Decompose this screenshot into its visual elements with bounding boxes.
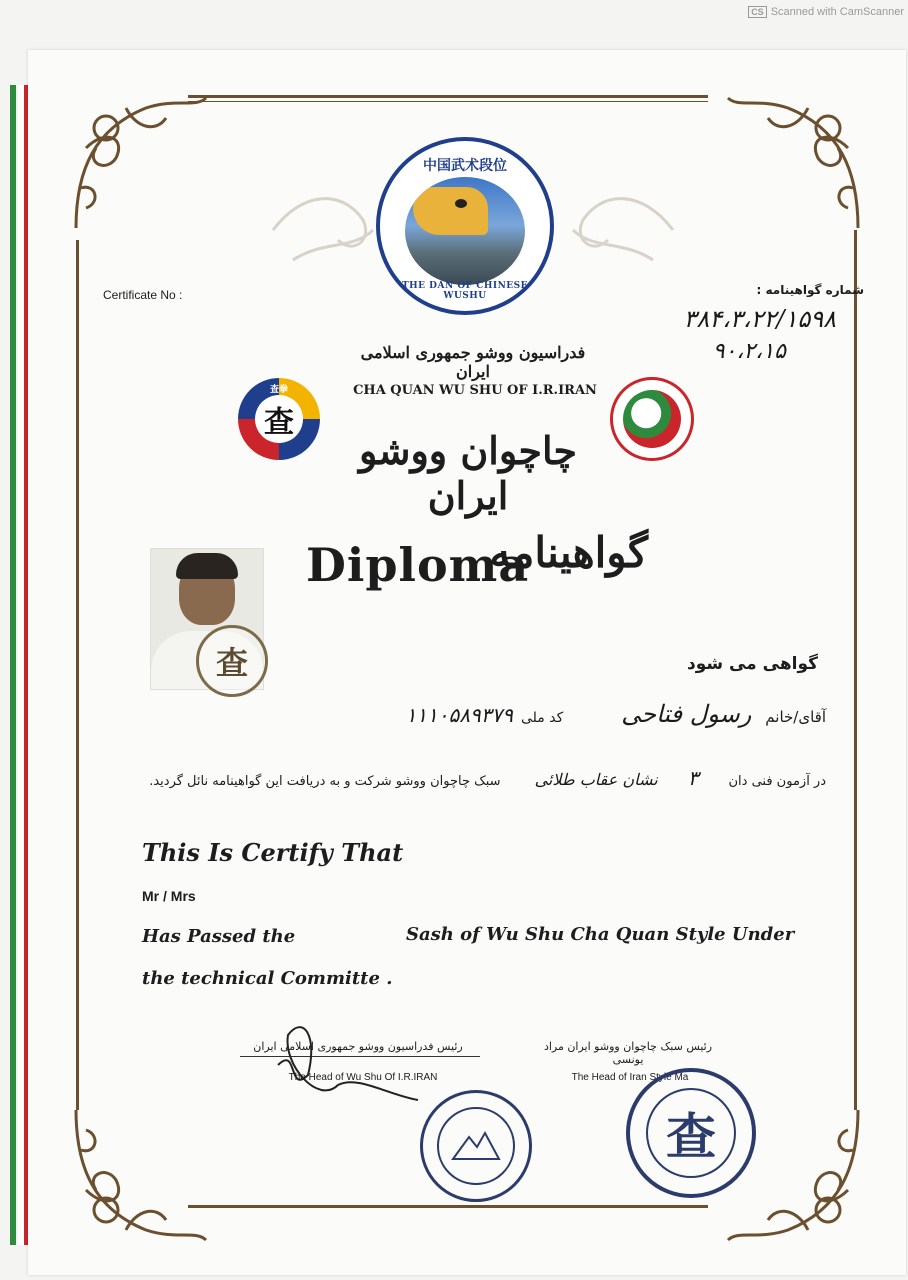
corner-ornament-top-right [718, 88, 868, 238]
dan-number: ۳ [687, 766, 699, 790]
corner-ornament-top-left [66, 88, 216, 238]
cha-glyph-icon: 查 [264, 405, 294, 440]
federation-name-en: CHA QUAN WU SHU OF I.R.IRAN [353, 383, 597, 398]
cha-quan-logo-top-text: 查拳 [269, 385, 288, 395]
national-code-label: کد ملی [520, 710, 564, 726]
exam-prefix: در آزمون فنی دان [728, 774, 826, 789]
sash-label: Sash of Wu Shu Cha Quan Style Under [406, 924, 795, 945]
certificate-number-value: ۳۸۴،۳،۲۲/۱۵۹۸ [683, 305, 836, 333]
camscanner-badge: CS [748, 6, 767, 18]
stamp-cha-glyph: 查 [666, 1108, 716, 1166]
certify-fa: گواهی می شود [686, 654, 818, 674]
title-fa: چاچوان ووشو ایران [358, 428, 578, 518]
stamp-mountain-icon [451, 1129, 501, 1163]
badge-name: نشان عقاب طلائی [534, 770, 658, 789]
name-line-fa [356, 700, 826, 728]
diploma-title-en: Diploma [306, 538, 530, 592]
certificate-paper [28, 50, 906, 1275]
federation-name-fa: فدراسیون ووشو جمهوری اسلامی ایران [360, 343, 586, 381]
exam-line-fa [136, 766, 826, 790]
left-signature-scribble [248, 1015, 448, 1125]
holder-name: رسول فتاحی [621, 700, 752, 728]
exam-suffix: سبک چاچوان ووشو شرکت و به دریافت این گواهینامه نائل گردید. [149, 774, 501, 789]
emblem-chinese-text: 中国武术段位 [423, 158, 507, 174]
frame-right-line [854, 230, 857, 1110]
frame-bottom-line [188, 1205, 708, 1208]
national-code-value: ۱۱۱۰۵۸۹۳۷۹ [405, 703, 513, 727]
cha-quan-stamp [626, 1068, 756, 1198]
diploma-title-fa: گواهینامه [489, 528, 648, 577]
committee-label: the technical Committe . [142, 968, 393, 989]
certificate-date-value: ۹۰،۲،۱۵ [712, 339, 786, 364]
name-line-prefix: آقای/خانم [765, 708, 826, 726]
certificate-no-label-fa: شماره گواهینامه : [756, 283, 864, 297]
left-signature-title-fa: رئیس فدراسیون ووشو جمهوری اسلامی ایران [253, 1040, 463, 1053]
scanner-watermark [748, 6, 904, 18]
certificate-no-label: Certificate No : [103, 288, 183, 302]
eagle-mountain-icon [405, 177, 525, 285]
camscanner-label: Scanned with CamScanner [770, 6, 904, 18]
passed-label: Has Passed the [142, 926, 296, 947]
frame-top-line-inner [188, 101, 708, 102]
photo-stamp [196, 625, 268, 697]
certify-en: This Is Certify That [142, 838, 404, 867]
cha-quan-logo [238, 378, 320, 460]
corner-ornament-bottom-left [66, 1100, 216, 1250]
federation-stamp [420, 1090, 532, 1202]
photo-stamp-glyph: 查 [215, 644, 248, 682]
right-signature-title-fa: رئیس سبک چاچوان ووشو ایران مراد یونسی [543, 1040, 713, 1066]
dan-chinese-wushu-emblem [376, 137, 554, 315]
right-signature-title-en: The Head of Iran Style Ma [571, 1072, 689, 1083]
mr-mrs-label: Mr / Mrs [142, 888, 196, 904]
frame-left-line [76, 240, 79, 1110]
emblem-ring-text: THE DAN OF CHINESE WUSHU [401, 281, 529, 301]
iran-wushu-style-logo [610, 377, 694, 461]
frame-top-line [188, 95, 708, 98]
left-signature-title-en: The Head of Wu Shu Of I.R.IRAN [288, 1072, 438, 1083]
